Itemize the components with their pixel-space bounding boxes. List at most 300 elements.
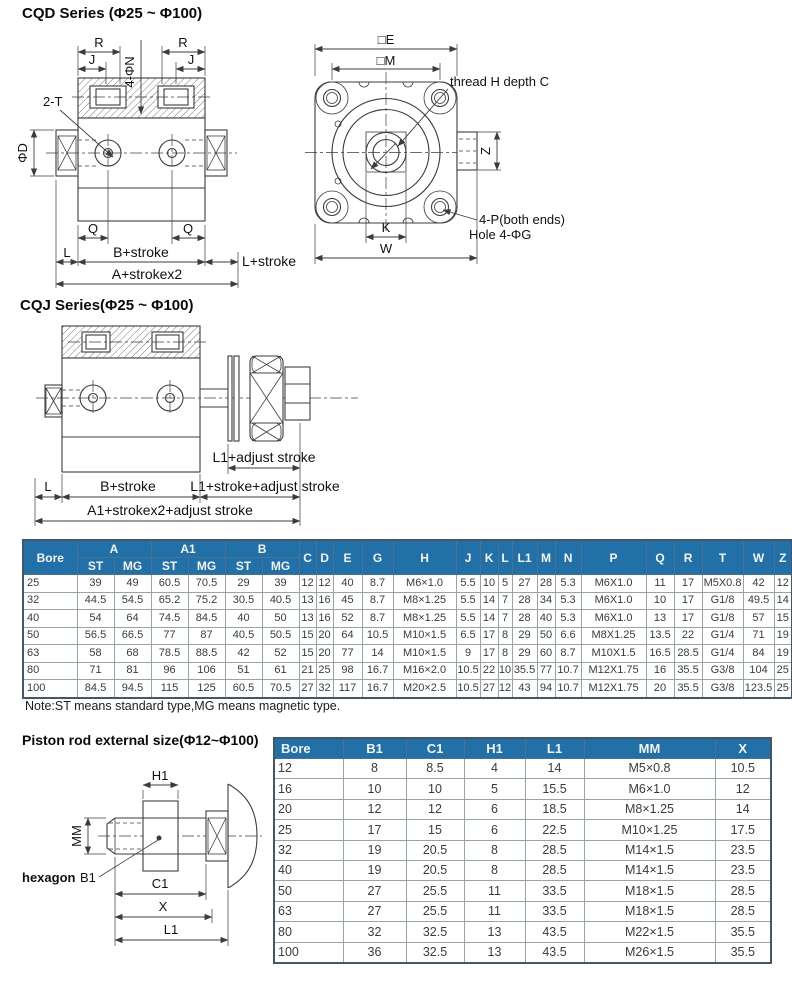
col-header-n: N <box>555 540 581 575</box>
table-row <box>23 575 792 593</box>
dim-cell: 5 <box>464 779 525 799</box>
dim-cell: 81 <box>114 662 151 680</box>
dim-cell: 6 <box>464 799 525 819</box>
dim-cell: 15.5 <box>525 779 584 799</box>
dim-cell: 15 <box>774 610 792 628</box>
dim-cell: 22.5 <box>525 820 584 840</box>
dim-cell: 43.5 <box>525 942 584 963</box>
dim-cell: 60 <box>537 645 555 663</box>
dim-label-a-strokex2: A+strokex2 <box>111 266 183 282</box>
dim-cell: 64 <box>333 627 362 645</box>
dim-label-r-left: R <box>94 35 104 50</box>
dim-cell: 19 <box>343 860 406 880</box>
dim-cell: 50 <box>537 627 555 645</box>
dim-cell: 84.5 <box>188 610 225 628</box>
dim-cell: 117 <box>333 680 362 698</box>
dim-cell: 13 <box>646 610 674 628</box>
dim-cell: 77 <box>151 627 188 645</box>
bore-cell: 40 <box>23 610 77 628</box>
dim-cell: G3/8 <box>702 680 743 698</box>
dim-label-mm: MM <box>69 825 84 847</box>
dim-label-j-right: J <box>187 52 195 67</box>
dim-cell: 15 <box>299 645 316 663</box>
dim-label-cqj-l: L <box>44 479 52 494</box>
piston-col-bore: Bore <box>274 738 343 759</box>
dim-cell: 71 <box>77 662 114 680</box>
dim-cell: 43.5 <box>525 922 584 942</box>
dim-cell: 74.5 <box>151 610 188 628</box>
dim-cell: 35.5 <box>715 942 771 963</box>
dim-cell: 12 <box>343 799 406 819</box>
dim-cell: 10 <box>343 779 406 799</box>
dim-cell: 7 <box>498 592 512 610</box>
col-header-e: E <box>333 540 362 575</box>
dim-cell: 32 <box>316 680 333 698</box>
dim-cell: 11 <box>464 901 525 921</box>
dim-label-j-left: J <box>88 52 96 67</box>
dim-cell: 28.5 <box>525 840 584 860</box>
dim-cell: 23.5 <box>715 840 771 860</box>
col-header-w: W <box>743 540 774 575</box>
piston-rod-body <box>98 784 262 888</box>
dim-cell: M10×1.5 <box>393 645 456 663</box>
dim-label-l: L <box>63 245 71 260</box>
dim-cell: M8×1.25 <box>584 799 715 819</box>
dim-cell: 18.5 <box>525 799 584 819</box>
dim-cell: 13 <box>464 942 525 963</box>
dim-cell: 40 <box>225 610 262 628</box>
dim-cell: M10×1.25 <box>584 820 715 840</box>
dim-cell: 8.5 <box>406 759 464 779</box>
col-group-a: A <box>77 540 151 558</box>
dim-cell: M8×1.25 <box>393 610 456 628</box>
dim-cell: 29 <box>512 645 537 663</box>
dim-cell: 25.5 <box>406 901 464 921</box>
dim-cell: 32.5 <box>406 922 464 942</box>
table-row <box>274 820 771 840</box>
bore-cell: 25 <box>23 575 77 593</box>
dim-label-h1: H1 <box>151 768 169 783</box>
dim-cell: M5X0.8 <box>702 575 743 593</box>
dim-cell: 16.5 <box>646 645 674 663</box>
bore-cell: 100 <box>274 942 343 963</box>
dim-cell: 75.2 <box>188 592 225 610</box>
dim-cell: G3/8 <box>702 662 743 680</box>
piston-col-c1: C1 <box>406 738 464 759</box>
dim-cell: 34 <box>537 592 555 610</box>
table-row <box>23 645 792 663</box>
dim-cell: M12X1.75 <box>581 680 646 698</box>
dim-cell: 5 <box>498 575 512 593</box>
dim-cell: 27 <box>299 680 316 698</box>
dim-cell: M10X1.5 <box>581 645 646 663</box>
piston-col-h1: H1 <box>464 738 525 759</box>
dim-cell: 19 <box>774 627 792 645</box>
piston-header-row <box>274 738 771 759</box>
dim-label-hole-4-phi-g: Hole 4-ΦG <box>469 227 532 242</box>
dim-cell: 9 <box>456 645 480 663</box>
dim-cell: 27 <box>343 881 406 901</box>
dim-cell: 94 <box>537 680 555 698</box>
dim-cell: 13 <box>464 922 525 942</box>
dim-cell: 8.7 <box>555 645 581 663</box>
dim-cell: M16×2.0 <box>393 662 456 680</box>
dim-label-z: Z <box>478 147 493 155</box>
dim-cell: 5.3 <box>555 575 581 593</box>
table-row <box>274 860 771 880</box>
table-row <box>274 779 771 799</box>
dim-cell: 61 <box>262 662 299 680</box>
dim-cell: 20 <box>316 627 333 645</box>
dim-label-2-t: 2-T <box>43 94 63 109</box>
dim-cell: 12 <box>715 779 771 799</box>
dim-cell: 94.5 <box>114 680 151 698</box>
dim-cell: 29 <box>512 627 537 645</box>
col-header-j: J <box>456 540 480 575</box>
main-table-body <box>23 575 792 698</box>
dim-cell: G1/4 <box>702 627 743 645</box>
dim-cell: 68 <box>114 645 151 663</box>
dim-cell: 14 <box>362 645 393 663</box>
dim-cell: 17 <box>480 645 498 663</box>
dim-cell: G1/4 <box>702 645 743 663</box>
dim-cell: 77 <box>537 662 555 680</box>
dim-cell: 20.5 <box>406 860 464 880</box>
dim-cell: 87 <box>188 627 225 645</box>
dim-cell: M6×1.0 <box>393 575 456 593</box>
dim-cell: 13.5 <box>646 627 674 645</box>
dim-cell: 29 <box>225 575 262 593</box>
dim-cell: 16 <box>646 662 674 680</box>
dim-cell: 28 <box>537 575 555 593</box>
dim-cell: M8X1.25 <box>581 627 646 645</box>
dim-label-x: X <box>158 899 168 914</box>
sub-header-a1-mg: MG <box>188 558 225 575</box>
bore-cell: 20 <box>274 799 343 819</box>
dim-label-w: W <box>379 241 393 256</box>
dim-cell: 5.5 <box>456 575 480 593</box>
dim-cell: 10.5 <box>362 627 393 645</box>
dim-cell: 5.3 <box>555 592 581 610</box>
dim-cell: 10.5 <box>456 662 480 680</box>
dim-cell: 10 <box>498 662 512 680</box>
table-row <box>274 759 771 779</box>
dim-label-q-right: Q <box>182 221 194 236</box>
dim-label-c1: C1 <box>151 876 169 891</box>
bore-cell: 16 <box>274 779 343 799</box>
dim-cell: 43 <box>512 680 537 698</box>
col-header-h: H <box>393 540 456 575</box>
dim-cell: 40 <box>537 610 555 628</box>
dim-cell: 10.5 <box>715 759 771 779</box>
dim-cell: 54.5 <box>114 592 151 610</box>
col-header-l1: L1 <box>512 540 537 575</box>
dim-cell: 56.5 <box>77 627 114 645</box>
piston-rod-title: Piston rod external size(Φ12~Φ100) <box>22 732 259 748</box>
dim-cell: 52 <box>333 610 362 628</box>
dim-cell: 57 <box>743 610 774 628</box>
dim-cell: 104 <box>743 662 774 680</box>
dim-cell: M26×1.5 <box>584 942 715 963</box>
dim-label-b1: B1 <box>80 870 96 885</box>
dim-cell: M12X1.75 <box>581 662 646 680</box>
table-row <box>23 610 792 628</box>
dim-cell: G1/8 <box>702 610 743 628</box>
dim-cell: M10×1.5 <box>393 627 456 645</box>
dim-cell: 5.5 <box>456 610 480 628</box>
dim-cell: 11 <box>646 575 674 593</box>
dim-cell: 84.5 <box>77 680 114 698</box>
dim-cell: 77 <box>333 645 362 663</box>
dim-cell: 8.7 <box>362 575 393 593</box>
dim-cell: 17 <box>480 627 498 645</box>
dim-cell: 123.5 <box>743 680 774 698</box>
dim-cell: G1/8 <box>702 592 743 610</box>
dim-cell: M6×1.0 <box>584 779 715 799</box>
dim-cell: 96 <box>151 662 188 680</box>
bore-cell: 100 <box>23 680 77 698</box>
dim-cell: 115 <box>151 680 188 698</box>
piston-rod-drawing <box>10 754 275 982</box>
dim-cell: 13 <box>299 592 316 610</box>
dim-cell: 28.5 <box>715 901 771 921</box>
dim-cell: M5×0.8 <box>584 759 715 779</box>
dim-cell: 22 <box>674 627 702 645</box>
dim-cell: 10.7 <box>555 662 581 680</box>
dim-cell: 64 <box>114 610 151 628</box>
dim-cell: 106 <box>188 662 225 680</box>
dim-cell: 7 <box>498 610 512 628</box>
dim-cell: 71 <box>743 627 774 645</box>
sub-header-a-st: ST <box>77 558 114 575</box>
dim-label-b-stroke: B+stroke <box>113 244 169 260</box>
table-row <box>274 840 771 860</box>
col-header-p: P <box>581 540 646 575</box>
bore-cell: 50 <box>274 881 343 901</box>
sub-header-a1-st: ST <box>151 558 188 575</box>
dim-cell: 8.7 <box>362 592 393 610</box>
dim-cell: M20×2.5 <box>393 680 456 698</box>
col-header-l: L <box>498 540 512 575</box>
dim-cell: 49.5 <box>743 592 774 610</box>
piston-col-l1: L1 <box>525 738 584 759</box>
dim-cell: 23.5 <box>715 860 771 880</box>
dim-cell: 10 <box>480 575 498 593</box>
dim-label-a1-strokex2: A1+strokex2+adjust stroke <box>87 502 253 518</box>
bore-cell: 25 <box>274 820 343 840</box>
dim-cell: 32 <box>343 922 406 942</box>
dim-cell: 14 <box>715 799 771 819</box>
col-header-g: G <box>362 540 393 575</box>
dim-cell: 12 <box>299 575 316 593</box>
dim-cell: 17 <box>674 610 702 628</box>
dim-cell: 16 <box>316 610 333 628</box>
dim-cell: 28.5 <box>525 860 584 880</box>
dim-cell: 10 <box>646 592 674 610</box>
dim-cell: 12 <box>774 575 792 593</box>
dim-cell: 5.3 <box>555 610 581 628</box>
dim-cell: 35.5 <box>715 922 771 942</box>
col-header-k: K <box>480 540 498 575</box>
dim-cell: 40.5 <box>225 627 262 645</box>
dim-cell: 12 <box>316 575 333 593</box>
dim-cell: 40 <box>333 575 362 593</box>
table-row <box>274 942 771 963</box>
dim-cell: 8.7 <box>362 610 393 628</box>
dim-cell: 58 <box>77 645 114 663</box>
header-row-1 <box>23 540 792 558</box>
dim-cell: 17.5 <box>715 820 771 840</box>
dim-label-thread-h-depth-c: thread H depth C <box>450 74 550 89</box>
dim-cell: 28 <box>512 610 537 628</box>
table-row <box>23 627 792 645</box>
dim-cell: 19 <box>343 840 406 860</box>
dim-cell: 52 <box>262 645 299 663</box>
col-header-d: D <box>316 540 333 575</box>
dim-label-phi-d: ΦD <box>15 143 30 163</box>
dim-cell: M6X1.0 <box>581 592 646 610</box>
col-header-z: Z <box>774 540 792 575</box>
dim-cell: M14×1.5 <box>584 840 715 860</box>
dim-cell: 8 <box>464 840 525 860</box>
dim-label-cqj-b-stroke: B+stroke <box>100 478 156 494</box>
dim-cell: 16 <box>316 592 333 610</box>
dim-cell: 25 <box>316 662 333 680</box>
col-header-c: C <box>299 540 316 575</box>
dim-cell: 6.5 <box>456 627 480 645</box>
dim-cell: 17 <box>343 820 406 840</box>
cqj-adjuster-assembly <box>228 356 310 441</box>
bore-cell: 12 <box>274 759 343 779</box>
table-row <box>23 680 792 698</box>
dim-cell: M14×1.5 <box>584 860 715 880</box>
dim-cell: 15 <box>299 627 316 645</box>
dim-cell: 10 <box>406 779 464 799</box>
sub-header-b-st: ST <box>225 558 262 575</box>
dim-cell: 70.5 <box>188 575 225 593</box>
dim-cell: 12 <box>406 799 464 819</box>
dim-cell: 8 <box>498 645 512 663</box>
dim-label-l-stroke: L+stroke <box>242 253 297 269</box>
dim-cell: 25 <box>774 680 792 698</box>
piston-col-b1: B1 <box>343 738 406 759</box>
dim-label-piston-l1: L1 <box>163 922 179 937</box>
dim-cell: 42 <box>743 575 774 593</box>
dim-label-r-right: R <box>178 35 188 50</box>
cqd-side-view-drawing <box>10 26 310 298</box>
bore-cell: 63 <box>274 901 343 921</box>
dim-cell: 84 <box>743 645 774 663</box>
dim-cell: 45 <box>333 592 362 610</box>
dim-cell: 14 <box>774 592 792 610</box>
bore-cell: 40 <box>274 860 343 880</box>
cqd-cylinder-body <box>46 78 237 221</box>
dim-cell: 25 <box>774 662 792 680</box>
dim-cell: 14 <box>480 610 498 628</box>
dim-cell: 98 <box>333 662 362 680</box>
dim-cell: 28.5 <box>715 881 771 901</box>
dim-label-square-m: □M <box>376 53 396 68</box>
dim-label-hexagon: hexagon <box>22 870 76 885</box>
sub-header-b-mg: MG <box>262 558 299 575</box>
dim-cell: M18×1.5 <box>584 881 715 901</box>
dim-cell: 8 <box>498 627 512 645</box>
col-header-t: T <box>702 540 743 575</box>
col-header-q: Q <box>646 540 674 575</box>
dim-cell: 70.5 <box>262 680 299 698</box>
col-header-m: M <box>537 540 555 575</box>
dim-cell: 50 <box>262 610 299 628</box>
bore-cell: 80 <box>23 662 77 680</box>
col-header-r: R <box>674 540 702 575</box>
cqd-front-view-drawing <box>300 26 605 298</box>
dim-cell: 50.5 <box>262 627 299 645</box>
dim-cell: M6X1.0 <box>581 610 646 628</box>
dim-cell: 78.5 <box>151 645 188 663</box>
dim-cell: 27 <box>512 575 537 593</box>
dim-cell: 36 <box>343 942 406 963</box>
dim-cell: 15 <box>406 820 464 840</box>
dim-cell: 60.5 <box>225 680 262 698</box>
bore-cell: 63 <box>23 645 77 663</box>
table-row <box>23 592 792 610</box>
dim-cell: 16.7 <box>362 680 393 698</box>
dim-cell: M6X1.0 <box>581 575 646 593</box>
sub-header-a-mg: MG <box>114 558 151 575</box>
piston-table-body <box>274 759 771 963</box>
dim-cell: 25.5 <box>406 881 464 901</box>
piston-rod-table <box>273 737 772 964</box>
dim-cell: 27 <box>343 901 406 921</box>
dim-cell: 66.5 <box>114 627 151 645</box>
cqj-side-view-drawing <box>10 316 370 538</box>
dim-label-q-left: Q <box>87 221 99 236</box>
dim-cell: 60.5 <box>151 575 188 593</box>
dim-label-square-e: □E <box>377 32 395 47</box>
piston-col-x: X <box>715 738 771 759</box>
dim-cell: 14 <box>525 759 584 779</box>
dim-cell: 33.5 <box>525 881 584 901</box>
bore-cell: 50 <box>23 627 77 645</box>
dim-cell: 88.5 <box>188 645 225 663</box>
dim-cell: 17 <box>674 575 702 593</box>
table-row <box>274 799 771 819</box>
bore-cell: 32 <box>274 840 343 860</box>
dim-cell: 28.5 <box>674 645 702 663</box>
dim-cell: 49 <box>114 575 151 593</box>
piston-col-mm: MM <box>584 738 715 759</box>
dim-cell: 10.7 <box>555 680 581 698</box>
dim-cell: 14 <box>480 592 498 610</box>
dim-cell: 28 <box>512 592 537 610</box>
dim-label-k: K <box>381 220 391 235</box>
table-row <box>274 901 771 921</box>
dim-cell: 51 <box>225 662 262 680</box>
piston-rod-dimensions <box>22 768 228 946</box>
dim-cell: 125 <box>188 680 225 698</box>
dim-cell: 12 <box>498 680 512 698</box>
dim-cell: 30.5 <box>225 592 262 610</box>
table-note: Note:ST means standard type,MG means magnetic type. <box>25 699 341 713</box>
cqd-series-title: CQD Series (Φ25 ~ Φ100) <box>22 5 203 22</box>
dim-cell: 40.5 <box>262 592 299 610</box>
dim-cell: 39 <box>77 575 114 593</box>
dim-cell: 6 <box>464 820 525 840</box>
dim-cell: 6.6 <box>555 627 581 645</box>
col-header-bore: Bore <box>23 540 77 575</box>
dim-cell: 13 <box>299 610 316 628</box>
dim-cell: 27 <box>480 680 498 698</box>
